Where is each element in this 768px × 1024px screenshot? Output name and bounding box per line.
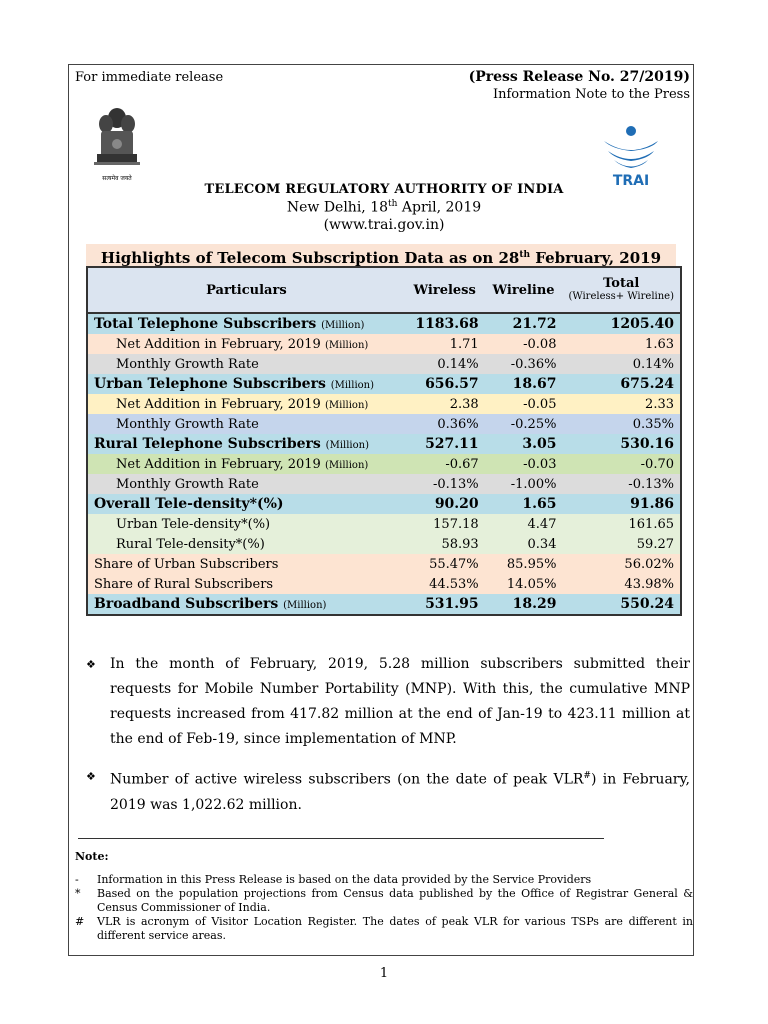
unit-label: (Million) [321, 320, 365, 331]
diamond-bullet-icon: ❖ [86, 770, 96, 783]
table-row [87, 474, 681, 494]
cell-total: 675.24 [562, 374, 681, 394]
header-wireless: Wireless [405, 267, 485, 313]
row-label: Net Addition in February, 2019 (Million) [87, 394, 405, 414]
website: (www.trai.gov.in) [323, 217, 445, 233]
table-row [87, 354, 681, 374]
national-emblem-icon [92, 104, 142, 182]
table-row [87, 454, 681, 474]
cell-wireless: 44.53% [405, 574, 485, 594]
cell-total: 2.33 [562, 394, 681, 414]
table-body [87, 313, 681, 615]
cell-total: 91.86 [562, 494, 681, 514]
notes-divider [78, 838, 604, 839]
unit-label: (Million) [330, 380, 375, 391]
trai-logo-text: TRAI [612, 173, 650, 189]
table-row [87, 594, 681, 615]
cell-total: 530.16 [562, 434, 681, 454]
cell-wireline: 21.72 [485, 313, 563, 334]
cell-wireline: 18.29 [485, 594, 563, 615]
table-row [87, 494, 681, 514]
row-label: Total Telephone Subscribers (Million) [87, 313, 405, 334]
cell-wireline: 85.95% [485, 554, 563, 574]
cell-wireline: -0.03 [485, 454, 563, 474]
cell-wireless: 531.95 [405, 594, 485, 615]
header-particulars: Particulars [87, 267, 405, 313]
cell-wireline: 0.34 [485, 534, 563, 554]
unit-label: (Million) [324, 459, 369, 471]
cell-total: 1.63 [562, 334, 681, 354]
cell-total: 550.24 [562, 594, 681, 615]
cell-total: 56.02% [562, 554, 681, 574]
bullet-list [86, 652, 690, 830]
row-label: Broadband Subscribers (Million) [87, 594, 405, 615]
cell-wireless: 0.36% [405, 414, 485, 434]
cell-wireline: -0.25% [485, 414, 563, 434]
cell-wireless: 1183.68 [405, 313, 485, 334]
cell-wireless: 58.93 [405, 534, 485, 554]
cell-wireline: 14.05% [485, 574, 563, 594]
table-row [87, 514, 681, 534]
cell-wireline: -1.00% [485, 474, 563, 494]
row-label: Urban Telephone Subscribers (Million) [87, 374, 405, 394]
cell-wireless: 2.38 [405, 394, 485, 414]
cell-total: -0.13% [562, 474, 681, 494]
cell-wireless: -0.13% [405, 474, 485, 494]
table-row [87, 313, 681, 334]
cell-wireline: 1.65 [485, 494, 563, 514]
cell-wireless: 0.14% [405, 354, 485, 374]
cell-wireline: 4.47 [485, 514, 563, 534]
bullet-item-vlr: ❖ Number of active wireless subscribers (on the date of peak VLR#) in February, 2019 was 1,022.62 million. [86, 764, 690, 818]
note-item: # VLR is acronym of Visitor Location Register. The dates of peak VLR for various TSPs are different in different service areas. [75, 915, 693, 942]
emblem-caption: सत्यमेव जयते [102, 175, 132, 182]
cell-total: -0.70 [562, 454, 681, 474]
row-label: Net Addition in February, 2019 (Million) [87, 454, 405, 474]
header-wireline: Wireline [485, 267, 563, 313]
cell-wireless: 90.20 [405, 494, 485, 514]
diamond-bullet-icon: ❖ [86, 658, 96, 671]
row-label: Overall Tele-density*(%) [87, 494, 405, 514]
bullet-item-mnp: ❖ In the month of February, 2019, 5.28 million subscribers submitted their requests for Mobile Number Portability (MNP). With this, the cumulative MNP requests increased from 417.82 million at the end of Jan-19 to 423.11 million at the end of Feb-19, since implementation of MNP. [86, 652, 690, 752]
page-number: 1 [379, 966, 389, 981]
row-label: Monthly Growth Rate [87, 414, 405, 434]
note-item: - Information in this Press Release is based on the data provided by the Service Providers [75, 873, 592, 886]
cell-total: 161.65 [562, 514, 681, 534]
header-total: Total (Wireless+ Wireline) [562, 267, 681, 313]
press-release-number: (Press Release No. 27/2019) [468, 69, 690, 85]
table-row [87, 334, 681, 354]
table-row [87, 554, 681, 574]
cell-wireless: -0.67 [405, 454, 485, 474]
table-row [87, 394, 681, 414]
cell-wireline: 3.05 [485, 434, 563, 454]
note-item: * Based on the population projections from Census data published by the Office of Registrar General & Census Commissioner of India. [75, 887, 693, 914]
release-subtitle: Information Note to the Press [492, 87, 690, 102]
cell-total: 0.35% [562, 414, 681, 434]
row-label: Rural Telephone Subscribers (Million) [87, 434, 405, 454]
table-row [87, 374, 681, 394]
table-header-row [87, 267, 681, 313]
cell-wireless: 656.57 [405, 374, 485, 394]
table-row [87, 414, 681, 434]
unit-label: (Million) [324, 339, 369, 351]
unit-label: (Million) [325, 440, 369, 451]
cell-total: 0.14% [562, 354, 681, 374]
cell-total: 1205.40 [562, 313, 681, 334]
cell-wireless: 55.47% [405, 554, 485, 574]
organization-name: TELECOM REGULATORY AUTHORITY OF INDIA [204, 182, 564, 197]
table-row [87, 534, 681, 554]
row-label: Net Addition in February, 2019 (Million) [87, 334, 405, 354]
table-row [87, 574, 681, 594]
notes-heading: Note: [75, 850, 109, 863]
row-label: Monthly Growth Rate [87, 474, 405, 494]
row-label: Share of Urban Subscribers [87, 554, 405, 574]
row-label: Urban Tele-density*(%) [87, 514, 405, 534]
row-label: Rural Tele-density*(%) [87, 534, 405, 554]
cell-total: 59.27 [562, 534, 681, 554]
cell-wireline: -0.05 [485, 394, 563, 414]
cell-wireless: 1.71 [405, 334, 485, 354]
subscription-table [86, 266, 682, 616]
unit-label: (Million) [324, 399, 369, 411]
unit-label: (Million) [283, 600, 327, 611]
place-date: New Delhi, 18th April, 2019 [286, 199, 482, 216]
cell-total: 43.98% [562, 574, 681, 594]
row-label: Monthly Growth Rate [87, 354, 405, 374]
cell-wireline: 18.67 [485, 374, 563, 394]
trai-logo-icon [600, 125, 662, 189]
notes-list [75, 873, 693, 943]
table-row [87, 434, 681, 454]
cell-wireless: 527.11 [405, 434, 485, 454]
cell-wireline: -0.08 [485, 334, 563, 354]
highlights-title: Highlights of Telecom Subscription Data as on 28th February, 2019 [86, 244, 676, 266]
cell-wireline: -0.36% [485, 354, 563, 374]
release-label: For immediate release [75, 70, 224, 85]
row-label: Share of Rural Subscribers [87, 574, 405, 594]
cell-wireless: 157.18 [405, 514, 485, 534]
